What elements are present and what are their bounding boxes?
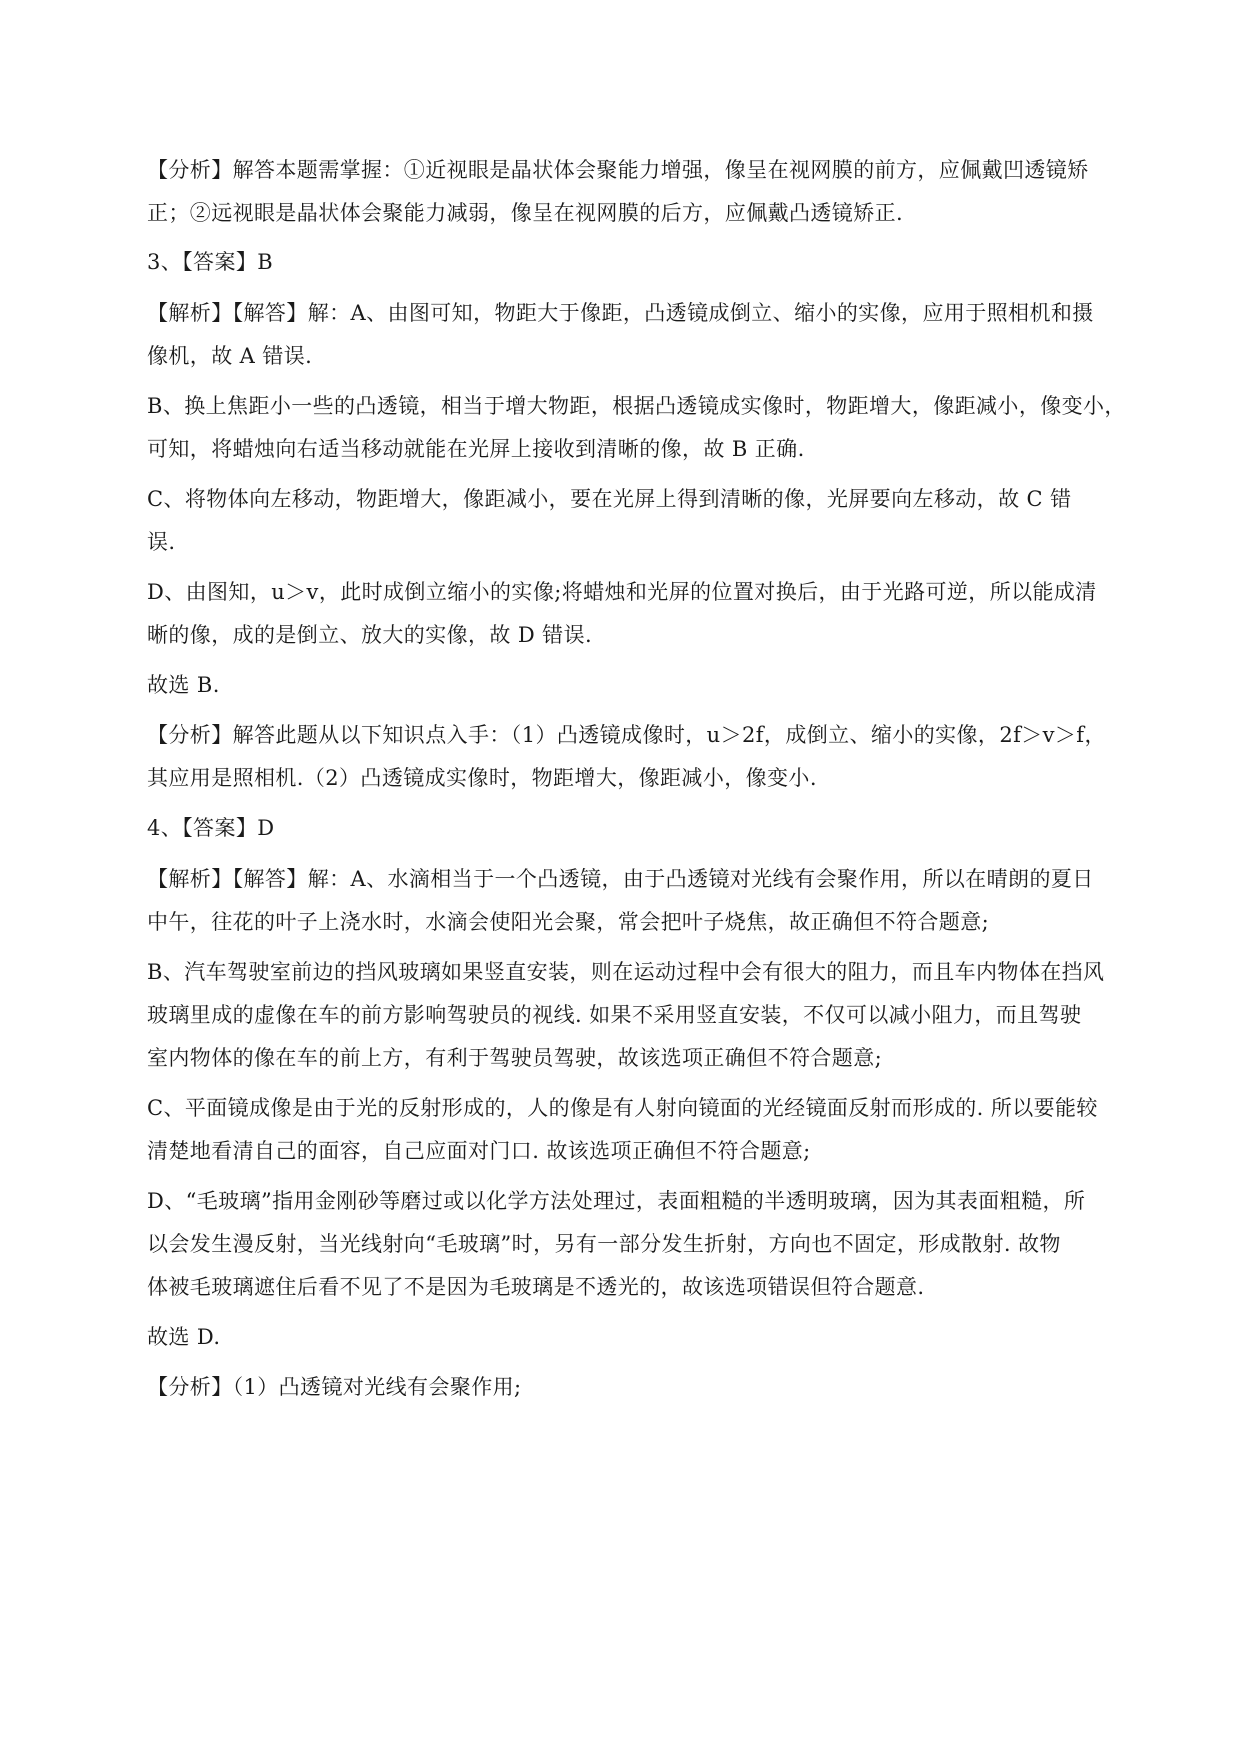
explanation-line: 误. [147,530,176,554]
explanation-line: 晰的像，成的是倒立、放大的实像，故 D 错误. [147,623,593,647]
analysis-line: 【分析】解答本题需掌握：①近视眼是晶状体会聚能力增强，像呈在视网膜的前方，应佩戴凹透镜矫 [147,158,1089,182]
conclusion-line: 故选 D. [147,1325,221,1349]
explanation-line: B、换上焦距小一些的凸透镜，相当于增大物距，根据凸透镜成实像时，物距增大，像距减小，像变小， [147,394,1126,418]
explanation-line: C、平面镜成像是由于光的反射形成的，人的像是有人射向镜面的光经镜面反射而形成的. 所以要能较 [147,1096,1098,1120]
analysis-line: 【分析】（1）凸透镜对光线有会聚作用; [147,1375,522,1399]
explanation-line: D、“毛玻璃”指用金刚砂等磨过或以化学方法处理过，表面粗糙的半透明玻璃，因为其表面粗糙，所 [147,1189,1086,1213]
answer-heading: 4、【答案】D [147,816,275,840]
explanation-line: 以会发生漫反射，当光线射向“毛玻璃”时，另有一部分发生折射，方向也不固定，形成散射. 故物 [147,1232,1061,1256]
explanation-line: 清楚地看清自己的面容，自己应面对门口. 故该选项正确但不符合题意; [147,1139,811,1163]
explanation-line: D、由图知，u＞v，此时成倒立缩小的实像;将蜡烛和光屏的位置对换后，由于光路可逆，所以能成清 [147,580,1097,604]
explanation-line: 可知，将蜡烛向右适当移动就能在光屏上接收到清晰的像，故 B 正确. [147,437,805,461]
explanation-line: 室内物体的像在车的前上方，有利于驾驶员驾驶，故该选项正确但不符合题意; [147,1046,883,1070]
explanation-line: 玻璃里成的虚像在车的前方影响驾驶员的视线. 如果不采用竖直安装，不仅可以减小阻力，而且驾驶 [147,1003,1082,1027]
explanation-line: B、汽车驾驶室前边的挡风玻璃如果竖直安装，则在运动过程中会有很大的阻力，而且车内物体在挡风 [147,960,1105,984]
explanation-line: 体被毛玻璃遮住后看不见了不是因为毛玻璃是不透光的，故该选项错误但符合题意. [147,1275,925,1299]
answer-heading: 3、【答案】B [147,250,274,274]
explanation-line: 中午，往花的叶子上浇水时，水滴会使阳光会聚，常会把叶子烧焦，故正确但不符合题意; [147,910,990,934]
analysis-line: 正；②远视眼是晶状体会聚能力减弱，像呈在视网膜的后方，应佩戴凸透镜矫正. [147,201,904,225]
explanation-line: 【解析】【解答】解：A、水滴相当于一个凸透镜，由于凸透镜对光线有会聚作用，所以在晴朗的夏日 [147,867,1094,891]
explanation-line: 【解析】【解答】解：A、由图可知，物距大于像距，凸透镜成倒立、缩小的实像，应用于照相机和摄 [147,301,1094,325]
analysis-line: 【分析】解答此题从以下知识点入手：（1）凸透镜成像时，u＞2f，成倒立、缩小的实像，2f＞v＞f， [147,723,1106,747]
conclusion-line: 故选 B. [147,673,220,697]
analysis-line: 其应用是照相机.（2）凸透镜成实像时，物距增大，像距减小，像变小. [147,766,817,790]
explanation-line: 像机，故 A 错误. [147,344,313,368]
explanation-line: C、将物体向左移动，物距增大，像距减小，要在光屏上得到清晰的像，光屏要向左移动，故 C 错 [147,487,1072,511]
